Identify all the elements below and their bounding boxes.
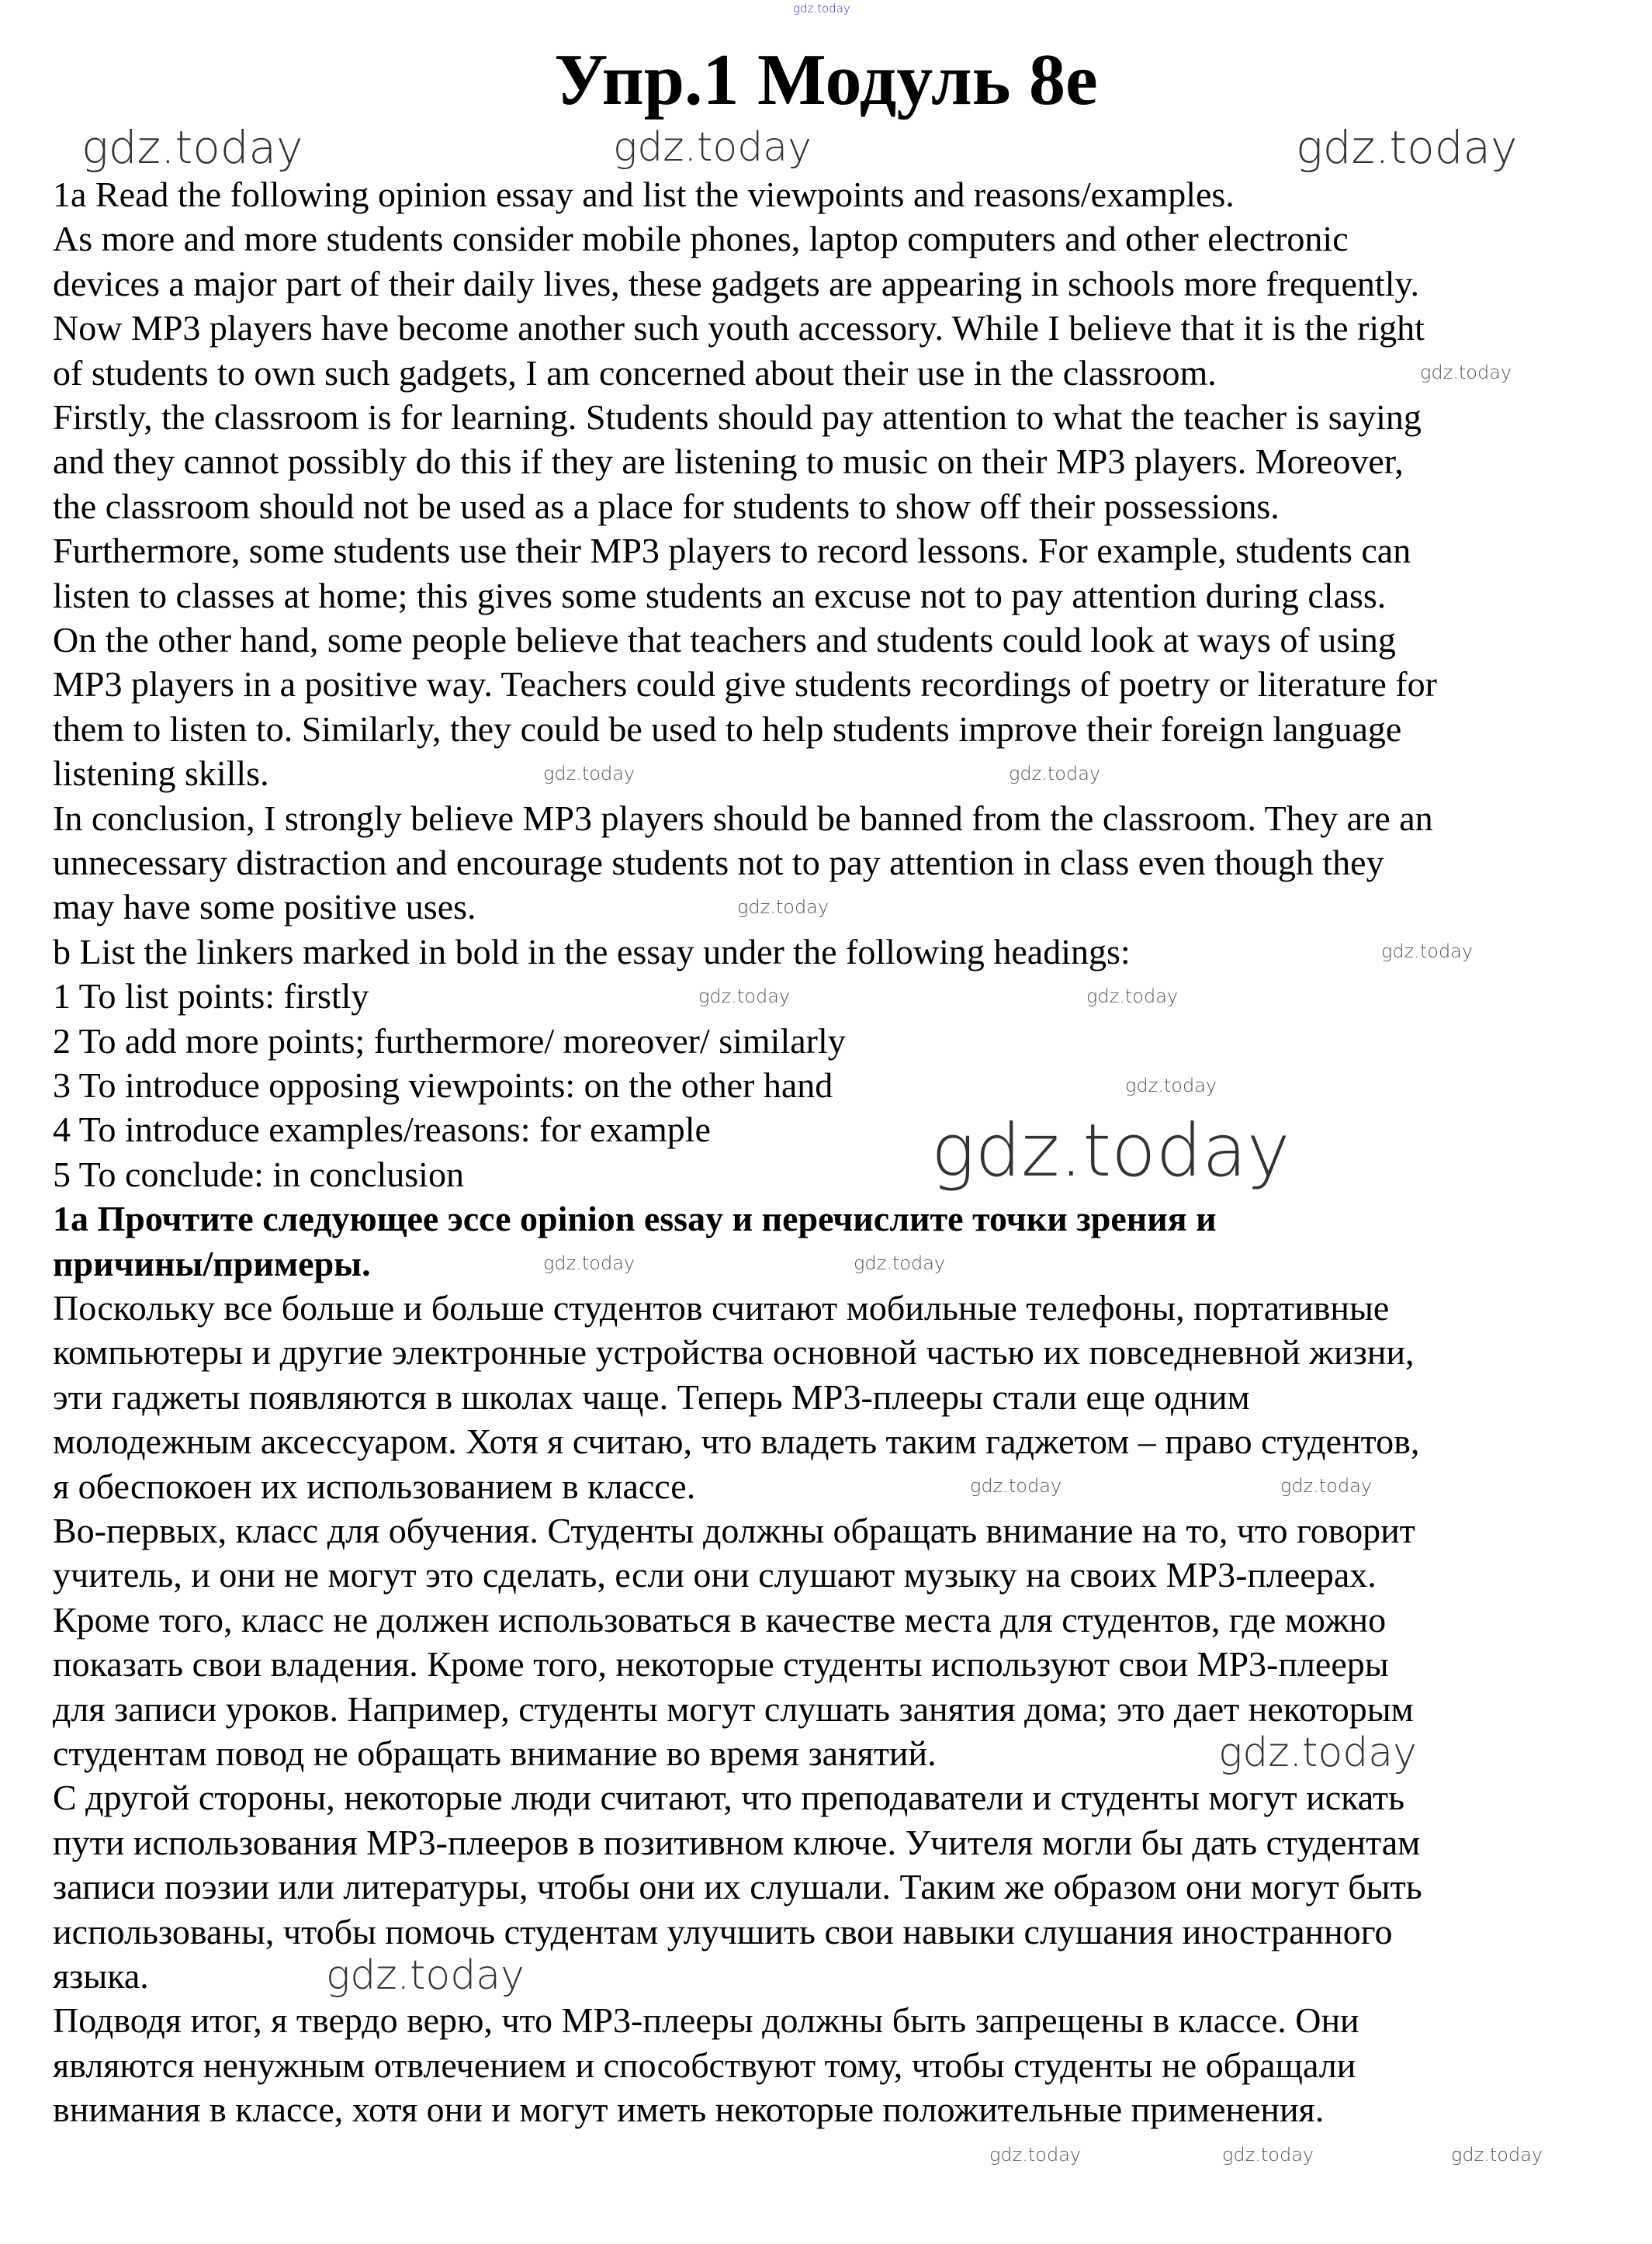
text-line: 4 To introduce examples/reasons: for example xyxy=(53,1110,711,1150)
text-line: of students to own such gadgets, I am concerned about their use in the classroom. xyxy=(53,352,1217,393)
watermark: gdz.today xyxy=(931,1109,1290,1193)
text-line: Firstly, the classroom is for learning. Students should pay attention to what the teacher is saying xyxy=(53,397,1422,437)
watermark: gdz.today xyxy=(970,1475,1062,1497)
text-line: listen to classes at home; this gives some students an excuse not to pay attention during class. xyxy=(53,575,1387,615)
text-line: С другой стороны, некоторые люди считают, что преподаватели и студенты могут искать xyxy=(53,1778,1405,1818)
watermark: gdz.today xyxy=(698,985,791,1007)
watermark: gdz.today xyxy=(1086,985,1179,1007)
text-line: 2 To add more points; furthermore/ moreover/ similarly xyxy=(53,1020,846,1061)
text-line: As more and more students consider mobile phones, laptop computers and other electronic xyxy=(53,219,1349,259)
text-line: 3 To introduce opposing viewpoints: on the other hand xyxy=(53,1065,833,1105)
watermark: gdz.today xyxy=(1420,362,1512,383)
text-line: Кроме того, класс не должен использоваться в качестве места для студентов, где можно xyxy=(53,1599,1387,1640)
text-line: показать свои владения. Кроме того, некоторые студенты используют свои MP3-плееры xyxy=(53,1644,1389,1685)
text-line: listening skills. xyxy=(53,753,269,794)
text-line: the classroom should not be used as a place for students to show off their possessions. xyxy=(53,486,1280,526)
text-line: языка. xyxy=(53,1956,149,1996)
text-line: Во-первых, класс для обучения. Студенты должны обращать внимание на то, что говорит xyxy=(53,1511,1415,1550)
text-line: may have some positive uses. xyxy=(53,887,476,927)
text-line: Now MP3 players have become another such youth accessory. While I believe that it is the right xyxy=(53,308,1425,348)
text-line: использованы, чтобы помочь студентам улучшить свои навыки слушания иностранного xyxy=(53,1911,1393,1951)
watermark: gdz.today xyxy=(737,896,829,918)
text-line: and they cannot possibly do this if they are listening to music on their MP3 players. Moreover, xyxy=(53,442,1404,482)
heading-line: 1a Прочтите следующее эссе opinion essay и перечислите точки зрения и xyxy=(53,1199,1217,1239)
page-title: Упр.1 Модуль 8е xyxy=(554,40,1098,120)
text-line: Поскольку все больше и больше студентов считают мобильные телефоны, портативные xyxy=(53,1288,1390,1328)
watermark: gdz.today xyxy=(1009,763,1101,784)
heading-line: причины/примеры. xyxy=(53,1243,371,1283)
text-line: unnecessary distraction and encourage students not to pay attention in class even though they xyxy=(53,843,1384,882)
watermark: gdz.today xyxy=(1218,1730,1417,1776)
text-line: MP3 players in a positive way. Teachers could give students recordings of poetry or literature for xyxy=(53,664,1437,705)
text-line: them to listen to. Similarly, they could be used to help students improve their foreign language xyxy=(53,708,1402,749)
text-line: In conclusion, I strongly believe MP3 players should be banned from the classroom. They are an xyxy=(53,798,1433,838)
text-line: учитель, и они не могут это сделать, если они слушают музыку на своих MP3-плеерах. xyxy=(53,1555,1377,1595)
watermark: gdz.today xyxy=(793,2,850,16)
text-line: b List the linkers marked in bold in the essay under the following headings: xyxy=(53,931,1131,971)
text-line: компьютеры и другие электронные устройства основной частью их повседневной жизни, xyxy=(53,1332,1415,1373)
text-line: пути использования MP3-плееров в позитивном ключе. Учителя могли бы дать студентам xyxy=(53,1822,1421,1862)
watermark: gdz.today xyxy=(81,121,303,174)
text-line: являются ненужным отвлечением и способствуют тому, чтобы студенты не обращали xyxy=(53,2045,1356,2085)
watermark: gdz.today xyxy=(326,1952,525,1999)
text-line: я обеспокоен их использованием в классе. xyxy=(53,1466,696,1506)
watermark: gdz.today xyxy=(1125,1075,1217,1096)
text-line: 1 To list points: firstly xyxy=(53,976,369,1016)
text-line: молодежным аксессуаром. Хотя я считаю, что владеть таким гаджетом – право студентов, xyxy=(53,1422,1420,1462)
text-line: Furthermore, some students use their MP3 players to record lessons. For example, students can xyxy=(53,531,1411,571)
watermark: gdz.today xyxy=(543,763,636,784)
text-line: внимания в классе, хотя они и могут иметь некоторые положительные применения. xyxy=(53,2090,1325,2130)
text-line: эти гаджеты появляются в школах чаще. Теперь MP3-плееры стали еще одним xyxy=(53,1377,1250,1417)
text-line: для записи уроков. Например, студенты могут слушать занятия дома; это дает некоторым xyxy=(53,1688,1414,1729)
watermark: gdz.today xyxy=(1280,1475,1373,1497)
text-line: 1a Read the following opinion essay and list the viewpoints and reasons/examples. xyxy=(53,175,1235,214)
text-line: студентам повод не обращать внимание во время занятий. xyxy=(53,1733,937,1773)
watermark: gdz.today xyxy=(1222,2144,1314,2166)
watermark: gdz.today xyxy=(989,2144,1082,2166)
watermark: gdz.today xyxy=(543,1252,636,1274)
watermark: gdz.today xyxy=(613,124,812,171)
text-line: записи поэзии или литературы, чтобы они их слушали. Таким же образом они могут быть xyxy=(53,1867,1422,1907)
watermark: gdz.today xyxy=(1451,2144,1543,2166)
watermark: gdz.today xyxy=(854,1252,946,1274)
text-line: devices a major part of their daily lives, these gadgets are appearing in schools more frequently. xyxy=(53,263,1420,303)
watermark: gdz.today xyxy=(1296,121,1518,174)
watermark: gdz.today xyxy=(1381,940,1474,962)
text-line: On the other hand, some people believe that teachers and students could look at ways of using xyxy=(53,620,1396,660)
text-line: 5 To conclude: in conclusion xyxy=(53,1154,464,1194)
text-line: Подводя итог, я твердо верю, что MP3-плееры должны быть запрещены в классе. Они xyxy=(53,2000,1359,2041)
